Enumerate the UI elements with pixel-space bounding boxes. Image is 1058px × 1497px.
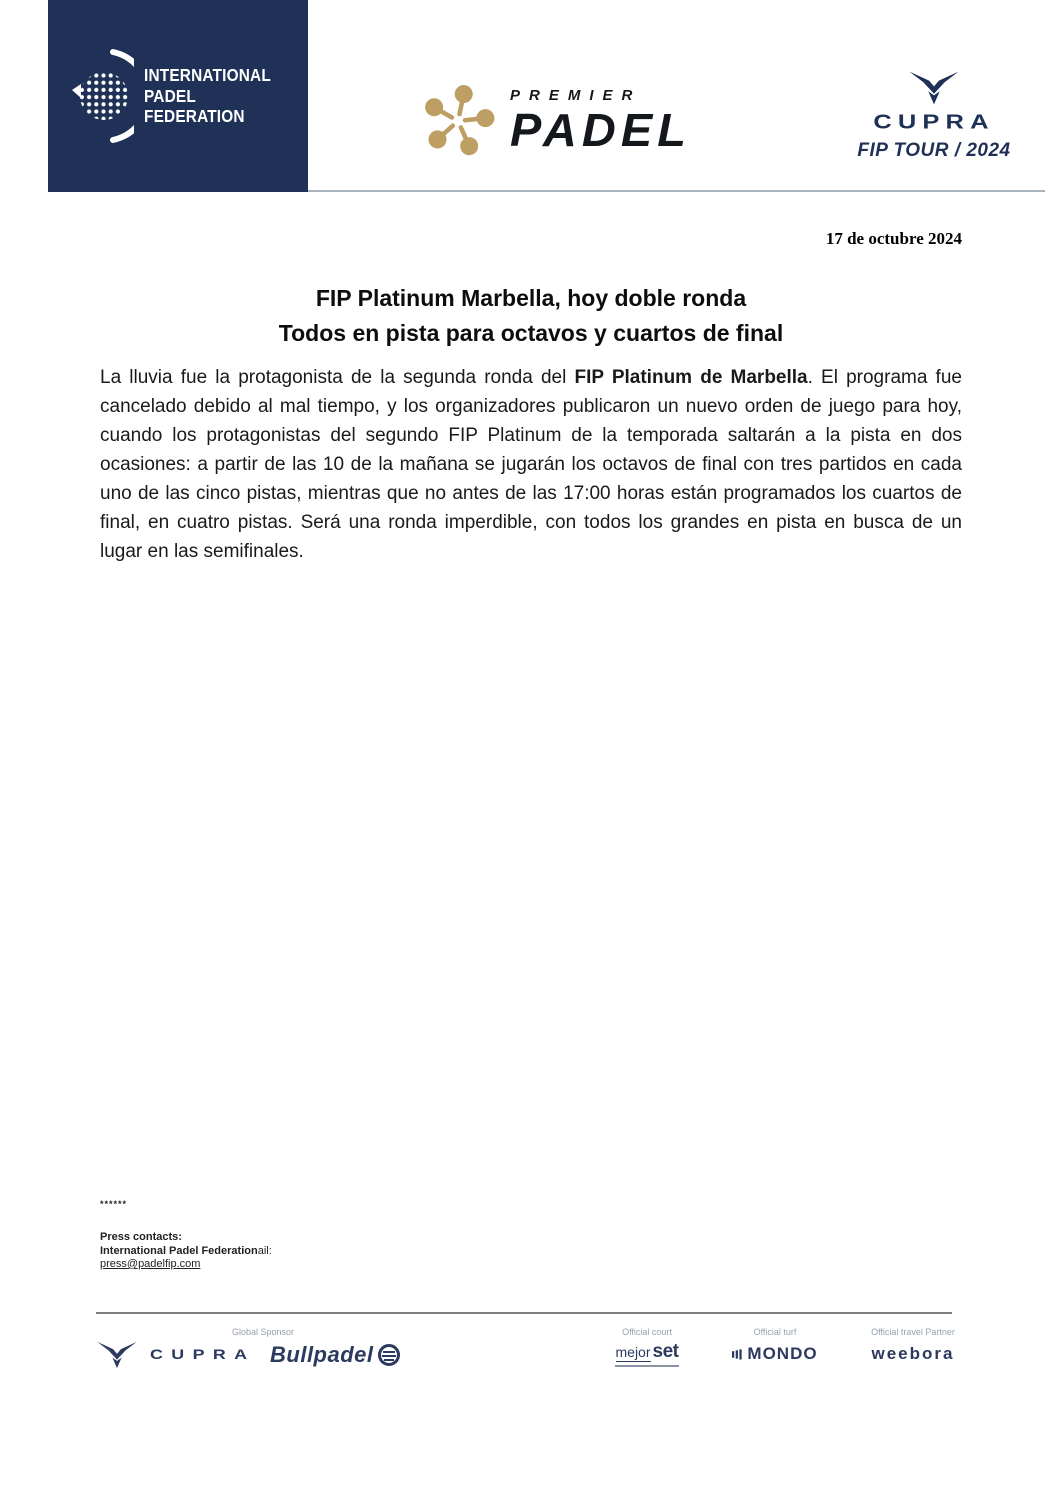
ipf-logo-text (144, 65, 271, 127)
premier-padel-wordmark (510, 87, 692, 156)
ipf-line1: INTERNATIONAL (144, 65, 271, 86)
ipf-line2: PADEL (144, 85, 196, 106)
cupra-emblem-icon-small (96, 1340, 138, 1370)
title-line1: FIP Platinum Marbella, hoy doble ronda (315, 285, 747, 311)
press-email-line (100, 1258, 272, 1272)
bullpadel-ball-icon (377, 1343, 401, 1367)
org-name: International Padel Federation (100, 1244, 258, 1257)
premier-word: PREMIER (510, 87, 642, 104)
mondo-wordmark: MONDO (747, 1344, 818, 1363)
official-turf-label: Official turf (753, 1327, 797, 1337)
press-contacts-label: Press contacts: (100, 1231, 182, 1243)
date-line: 17 de octubre 2024 (825, 229, 962, 248)
official-travel-partner-label: Official travel Partner (871, 1327, 955, 1337)
bullpadel-sponsor-logo (270, 1342, 401, 1368)
title-line2: Todos en pista para octavos y cuartos de final (278, 320, 784, 346)
body-text-before: La lluvia fue la protagonista de la segunda ronda del (100, 367, 575, 388)
cupra-sponsor-wordmark: CUPRA (150, 1347, 256, 1363)
fip-tour-2024-text: FIP TOUR / 2024 (857, 140, 1011, 161)
cupra-emblem-icon (906, 70, 962, 106)
mejor-wordmark: mejor (615, 1344, 651, 1360)
document-title (100, 281, 962, 351)
asterisks-separator: ****** (100, 1199, 128, 1209)
premier-padel-flower-icon (420, 76, 496, 166)
body-text-after: . El programa fue cancelado debido al mal tiempo, y los organizadores publicaron un nuevo orden de juego para hoy, cuando los protagonistas del segundo FIP Platinum de la temporada saltarán a la pista en dos ocasiones: a partir de las 10 de la mañana se jugarán los octavos de final con tres partidos en cada uno de las cinco pistas, mientras que no antes de las 17:00 horas están programados los cuartos de final, en cuatro pistas. Será una ronda imperdible, con todos los grandes en pista en busca de un lugar en las semifinales. (100, 367, 962, 562)
padel-word: PADEL (510, 104, 692, 156)
ipf-logo (48, 0, 308, 192)
ipf-ball-icon (72, 44, 134, 148)
body-paragraph (100, 363, 962, 566)
bullpadel-wordmark: Bullpadel (270, 1342, 374, 1367)
ipf-line3: FEDERATION (144, 106, 245, 127)
weebora-wordmark: weebora (871, 1344, 955, 1363)
sponsor-bar-divider (96, 1312, 952, 1314)
header-divider (308, 190, 1045, 192)
cupra-wordmark: CUPRA (873, 110, 995, 134)
official-court-label: Official court (622, 1327, 672, 1337)
premier-padel-logo (420, 76, 692, 166)
cupra-fip-tour-logo (846, 70, 1022, 162)
cupra-sponsor-logo (96, 1340, 256, 1370)
mejorset-sponsor-logo (587, 1341, 707, 1367)
global-sponsor-label: Global Sponsor (231, 1327, 295, 1337)
mondo-sponsor-logo (715, 1344, 835, 1366)
set-wordmark: set (652, 1341, 679, 1362)
body-text-bold: FIP Platinum de Marbella (574, 367, 808, 388)
org-rest: ail: (257, 1244, 272, 1257)
press-contacts-block (100, 1231, 272, 1272)
press-email-link[interactable]: press@padelfip.com (100, 1258, 201, 1270)
press-contacts-org-line (100, 1245, 272, 1259)
mejorset-tagline-bar (615, 1365, 679, 1367)
mondo-bars-icon (732, 1347, 745, 1361)
weebora-sponsor-logo (853, 1344, 973, 1364)
